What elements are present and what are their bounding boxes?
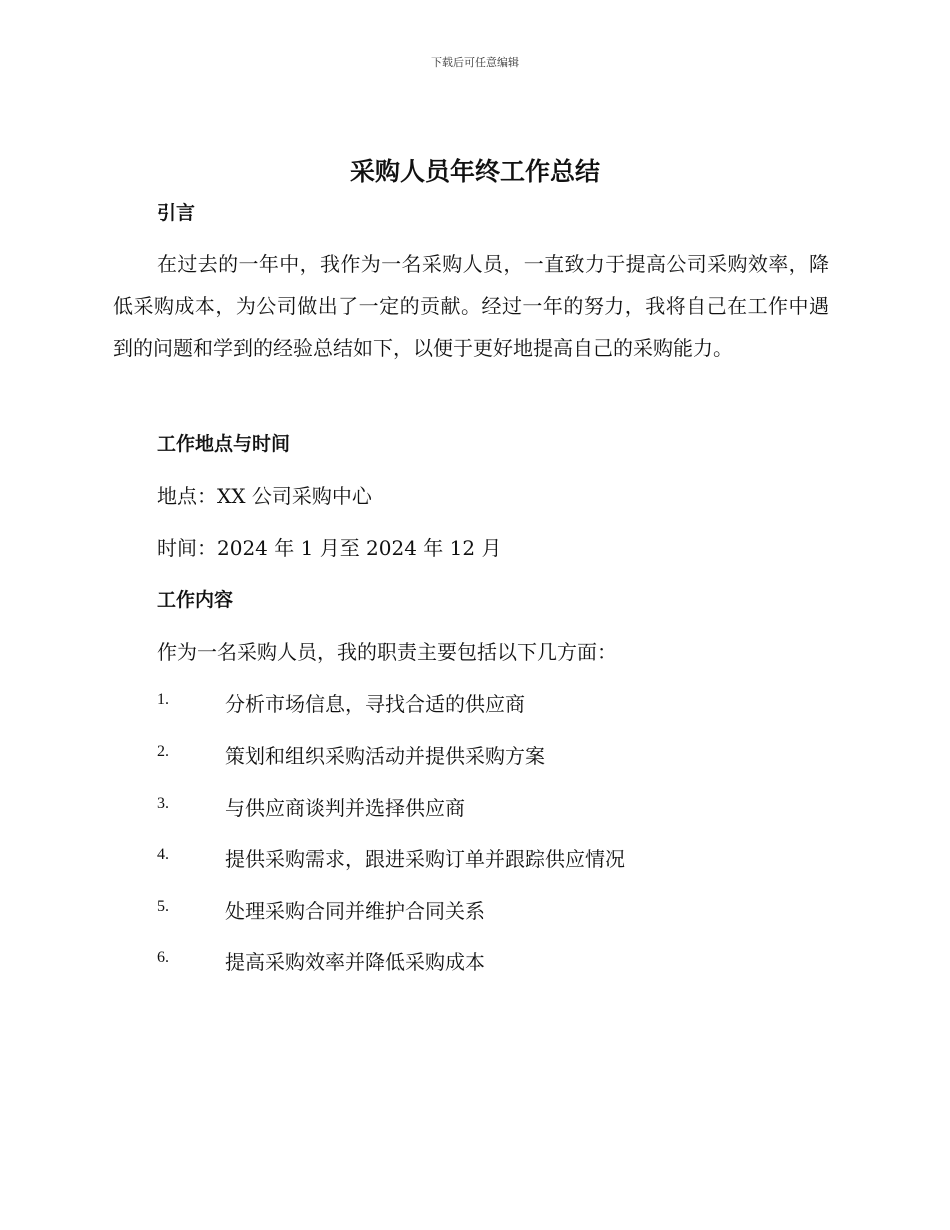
intro-paragraph: 在过去的一年中，我作为一名采购人员，一直致力于提高公司采购效率，降低采购成本，为公司做出了一定的贡献。经过一年的努力，我将自己在工作中遇到的问题和学到的经验总结如下，以便于更好地提高自己的采购能力。 [113, 252, 829, 360]
list-item-number: 6. [157, 949, 169, 966]
list-item-number: 2. [157, 743, 169, 760]
place-time-heading: 工作地点与时间 [157, 433, 291, 455]
list-item-text: 分析市场信息，寻找合适的供应商 [225, 692, 525, 716]
work-content-lead: 作为一名采购人员，我的职责主要包括以下几方面： [157, 640, 617, 664]
work-content-heading: 工作内容 [157, 589, 234, 611]
document-title: 采购人员年终工作总结 [349, 157, 600, 186]
time-line: 时间：2024 年 1 月至 2024 年 12 月 [157, 536, 502, 560]
list-item-number: 4. [157, 846, 169, 863]
list-item-text: 策划和组织采购活动并提供采购方案 [225, 744, 545, 768]
intro-heading: 引言 [157, 202, 196, 224]
list-item-text: 处理采购合同并维护合同关系 [225, 899, 485, 923]
place-line: 地点：XX 公司采购中心 [157, 484, 372, 508]
list-item-text: 提供采购需求，跟进采购订单并跟踪供应情况 [225, 847, 625, 871]
list-item-number: 3. [157, 795, 169, 812]
list-item-number: 1. [157, 691, 169, 708]
list-item-number: 5. [157, 898, 169, 915]
list-item-text: 与供应商谈判并选择供应商 [225, 796, 465, 820]
list-item-text: 提高采购效率并降低采购成本 [225, 950, 485, 974]
header-note: 下载后可任意编辑 [431, 56, 519, 69]
